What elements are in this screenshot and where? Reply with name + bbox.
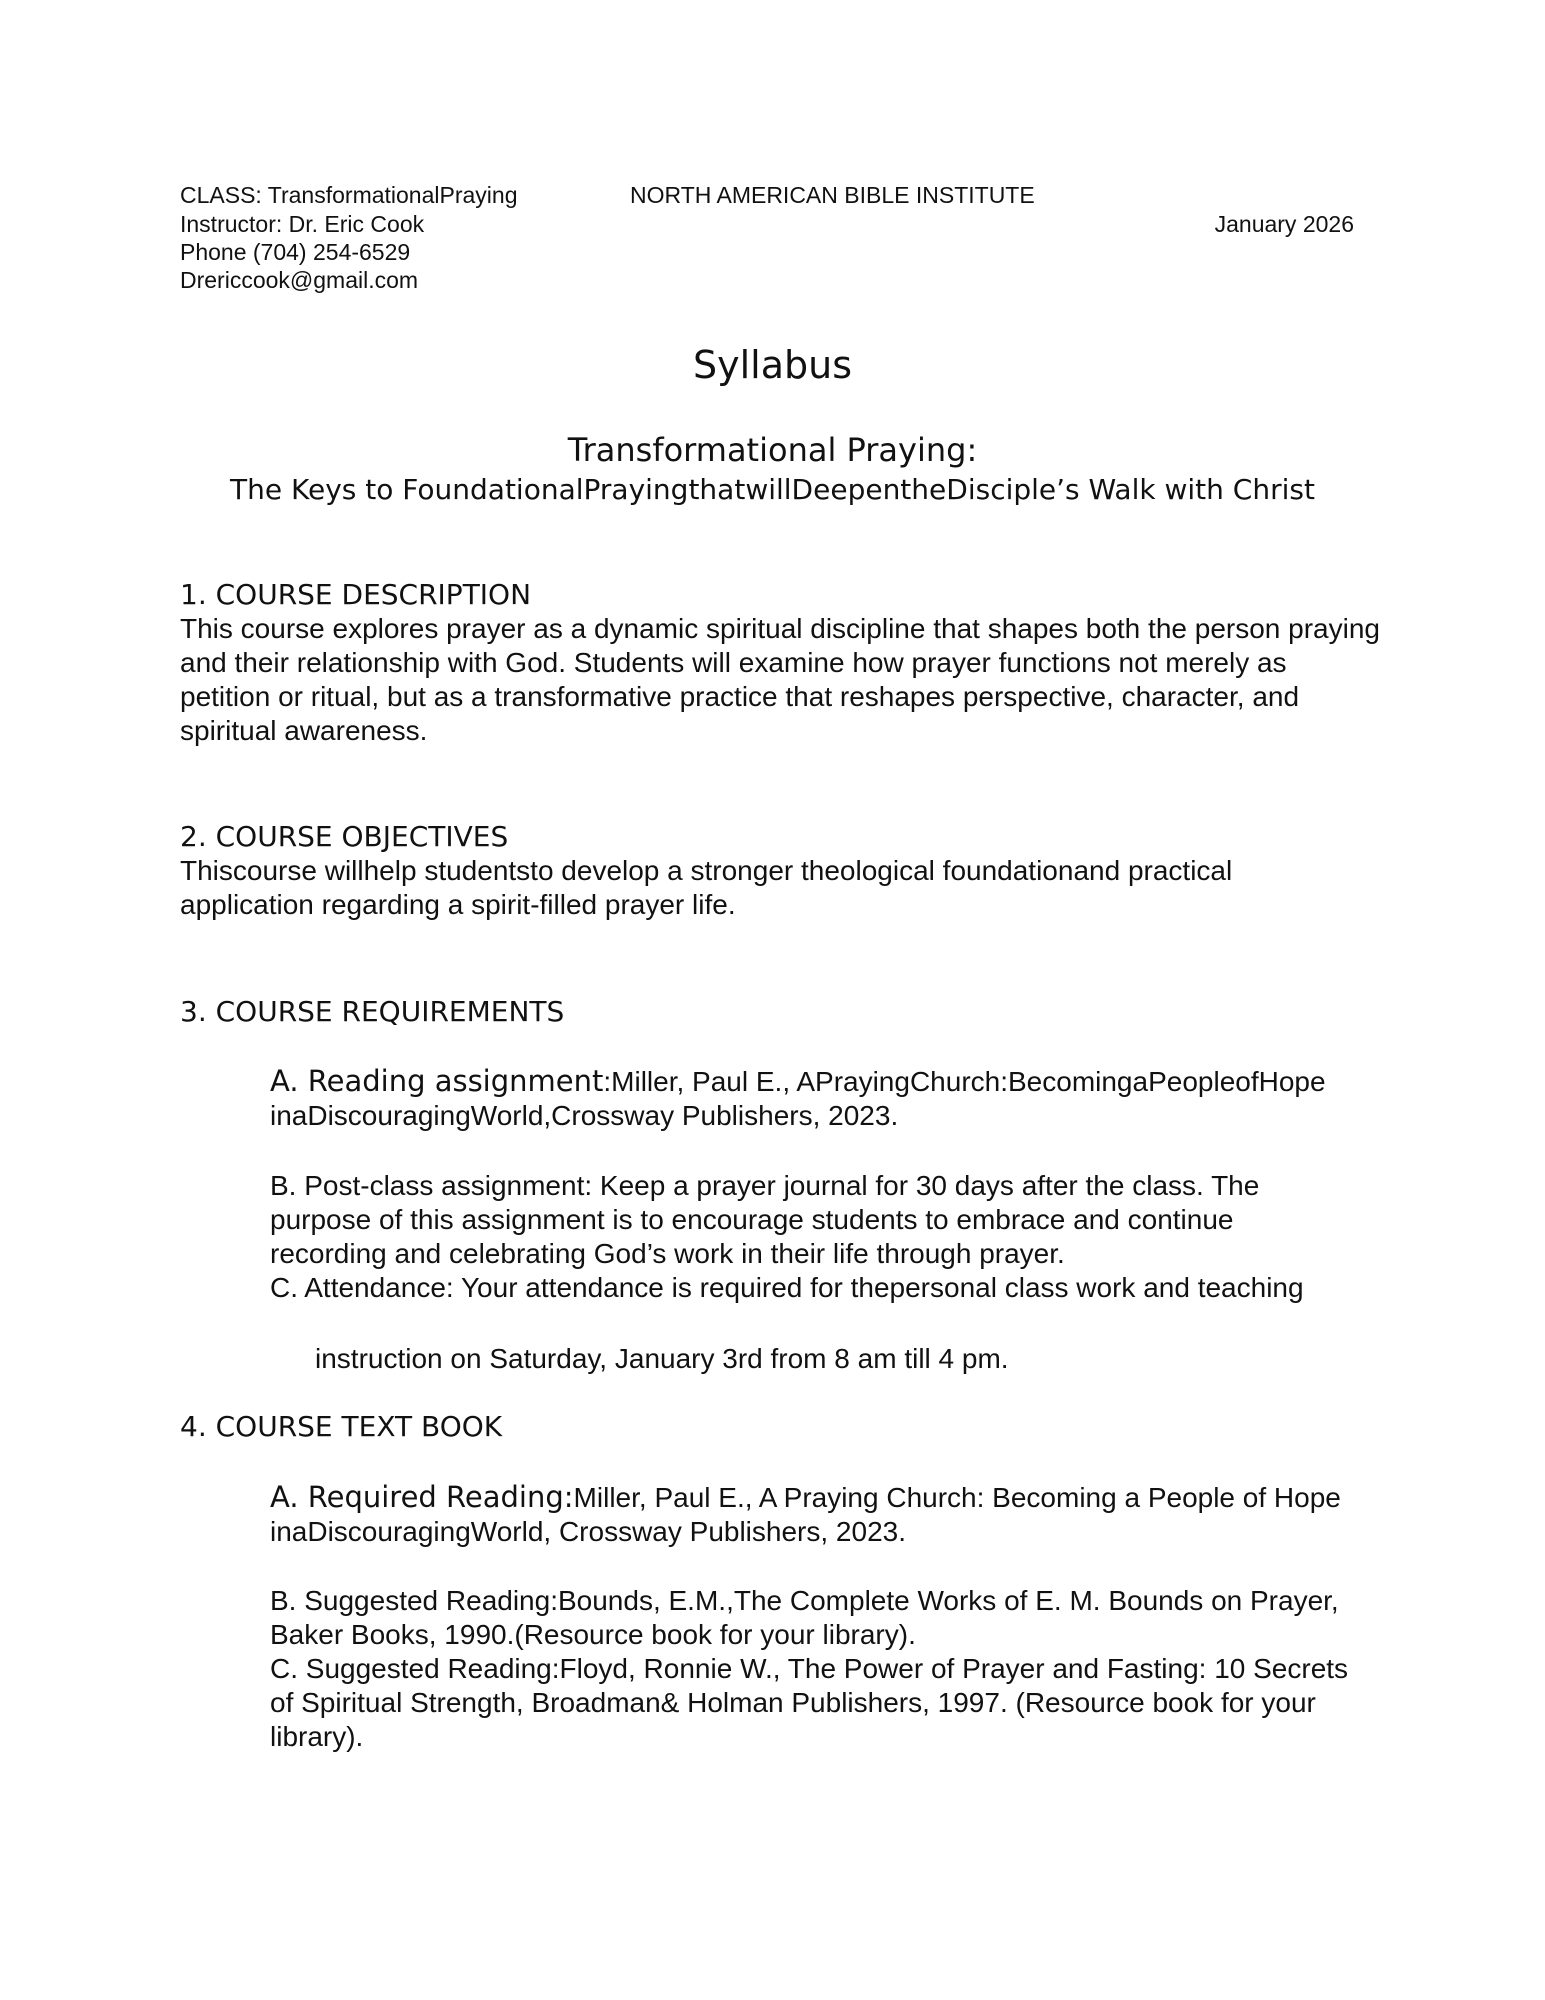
- course-description-paragraph: [180, 612, 1380, 748]
- instructor-name: Instructor: Dr. Eric Cook: [180, 211, 425, 237]
- course-title: Transformational Praying:: [567, 431, 978, 469]
- textbook-b-suggested: [270, 1584, 1348, 1754]
- paragraph-line: of Spiritual Strength, Broadman& Holman Publishers, 1997. (Resource book for your: [270, 1687, 1316, 1718]
- class-name: CLASS: TransformationalPraying: [180, 182, 518, 208]
- email-address[interactable]: Drericcook@gmail.com: [180, 267, 419, 293]
- header-date: January 2026: [1214, 211, 1354, 237]
- requirement-a-citation-line2: inaDiscouragingWorld,Crossway Publishers, 2023.: [270, 1100, 899, 1131]
- paragraph-line: application regarding a spirit-filled prayer life.: [180, 889, 736, 920]
- requirement-a-citation: :Miller, Paul E., APrayingChurch:BecomingaPeopleofHope: [603, 1066, 1326, 1097]
- paragraph-line: Thiscourse willhelp studentsto develop a stronger theological foundationand practical: [180, 855, 1233, 886]
- paragraph-line: B. Post-class assignment: Keep a prayer journal for 30 days after the class. The: [270, 1170, 1260, 1201]
- textbook-a-citation: Miller, Paul E., A Praying Church: Becoming a People of Hope: [573, 1482, 1341, 1513]
- textbook-a-required: [270, 1480, 1341, 1549]
- section-heading-textbook: 4. COURSE TEXT BOOK: [180, 1410, 503, 1443]
- paragraph-line: C. Suggested Reading:Floyd, Ronnie W., The Power of Prayer and Fasting: 10 Secrets: [270, 1653, 1349, 1684]
- paragraph-line: spiritual awareness.: [180, 715, 428, 746]
- requirement-c-attendance-detail: instruction on Saturday, January 3rd from 8 am till 4 pm.: [315, 1343, 1009, 1374]
- paragraph-line: This course explores prayer as a dynamic spiritual discipline that shapes both the person praying: [180, 613, 1380, 644]
- phone-number: Phone (704) 254-6529: [180, 239, 411, 265]
- section-heading-description: 1. COURSE DESCRIPTION: [180, 578, 532, 611]
- paragraph-line: and their relationship with God. Students will examine how prayer functions not merely as: [180, 647, 1287, 678]
- paragraph-line: library).: [270, 1721, 364, 1752]
- course-objectives-paragraph: [180, 854, 1232, 922]
- paragraph-line: Baker Books, 1990.(Resource book for your library).: [270, 1619, 916, 1650]
- requirement-c-attendance: C. Attendance: Your attendance is required for thepersonal class work and teaching: [270, 1272, 1304, 1303]
- requirement-a-reading: [270, 1064, 1326, 1133]
- paragraph-line: petition or ritual, but as a transformative practice that reshapes perspective, character, and: [180, 681, 1300, 712]
- section-heading-objectives: 2. COURSE OBJECTIVES: [180, 820, 509, 853]
- requirement-a-label: A. Reading assignment: [270, 1064, 604, 1098]
- section-heading-requirements: 3. COURSE REQUIREMENTS: [180, 995, 565, 1028]
- textbook-a-citation-line2: inaDiscouragingWorld, Crossway Publishers, 2023.: [270, 1516, 907, 1547]
- requirement-b-post-class: [270, 1169, 1304, 1305]
- paragraph-line: purpose of this assignment is to encourage students to embrace and continue: [270, 1204, 1234, 1235]
- institute-name: NORTH AMERICAN BIBLE INSTITUTE: [630, 182, 1035, 208]
- paragraph-line: B. Suggested Reading:Bounds, E.M.,The Complete Works of E. M. Bounds on Prayer,: [270, 1585, 1339, 1616]
- paragraph-line: recording and celebrating God’s work in their life through prayer.: [270, 1238, 1065, 1269]
- page-title: Syllabus: [692, 343, 852, 387]
- textbook-a-label: A. Required Reading:: [270, 1480, 574, 1514]
- course-subtitle: The Keys to FoundationalPrayingthatwillDeepentheDisciple’s Walk with Christ: [230, 473, 1315, 506]
